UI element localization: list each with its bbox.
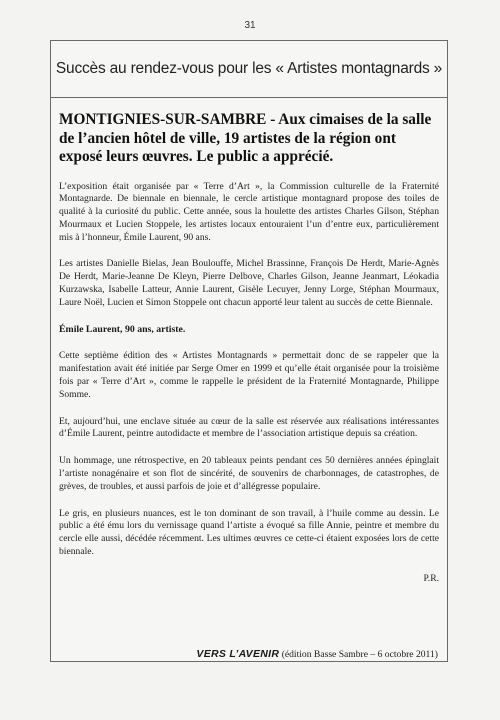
paragraph-grey: Le gris, en plusieurs nuances, est le ton dominant de son travail, à l’huile comme au dessin. Le public a été ému lors du vernissage quand l’artiste a évoqué sa fille Annie, peintre et membre du cercle elle aussi, décédée récemment. Les ultimes œuvres ce cette-ci étaient exposées lors de cette biennale.	[59, 507, 439, 558]
paragraph-enclave: Et, aujourd’hui, une enclave située au cœur de la salle est réservée aux réalisations intéressantes d’Émile Laurent, peintre autodidacte et membre de l’association artistique depuis sa création.	[59, 415, 439, 440]
header-box	[51, 41, 447, 98]
article-headline: MONTIGNIES-SUR-SAMBRE - Aux cimaises de la salle de l’ancien hôtel de ville, 19 artistes de la région ont exposé leurs œuvres. Le public a apprécié.	[59, 111, 432, 165]
paragraph-edition: Cette septième édition des « Artistes Montagnards » permettait donc de se rappeler que la manifestation avait été initiée par Serge Omer en 1999 et qu’elle était organisée pour la troisième fois par « Terre d’Art », comme le rappelle le président de la Fraternité Montagnarde, Philippe Somme.	[59, 350, 439, 400]
paragraph-artists: Les artistes Danielle Bielas, Jean Boulouffe, Michel Brassinne, François De Herdt, Marie-Agnès De Herdt, Marie-Jeanne De Kleyn, Pierre Delbove, Charles Gilson, Jeanne Jeanmart, Léokadia Kurzawska, Isabelle Latteur, Annie Laurent, Gisèle Lecuyer, Jenny Lorge, Stéphan Mourmaux, Laure Noël, Lucien et Simon Stoppele ont chacun apporté leur talent au succès de cette Biennale.	[59, 258, 439, 308]
article-frame	[50, 40, 448, 662]
footer-source	[50, 648, 438, 661]
page-title: Succès au rendez-vous pour les « Artistes montagnards »	[55, 60, 443, 77]
paragraph-intro: L’exposition était organisée par « Terre d’Art », la Commission culturelle de la Fraternité Montagnarde. De biennale en biennale, le cercle artistique montagnard propose des toiles de qualité à la curiosité du public. Cette année, sous la houlette des artistes Charles Gilson, Stéphan Mourmaux et Lucien Stoppele, les artistes locaux entouraient l’un d’entre eux, particulièrement mis à l’honneur, Émile Laurent, 90 ans.	[59, 180, 439, 243]
signature: P.R.	[423, 572, 439, 584]
page-number: 31	[244, 20, 256, 31]
article-subheading: Émile Laurent, 90 ans, artiste.	[59, 323, 186, 335]
publication-edition: (édition Basse Sambre – 6 octobre 2011)	[281, 649, 438, 660]
article-body	[59, 111, 439, 584]
paragraph-tribute: Un hommage, une rétrospective, en 20 tableaux peints pendant ces 50 dernières années épinglait l’artiste nonagénaire et son flot de sincérité, de souvenirs de charbonnages, de catastrophes, de grèves, de troubles, et aussi parfois de joie et d’allégresse populaire.	[59, 455, 439, 492]
publication-name: VERS L’AVENIR	[196, 648, 280, 660]
